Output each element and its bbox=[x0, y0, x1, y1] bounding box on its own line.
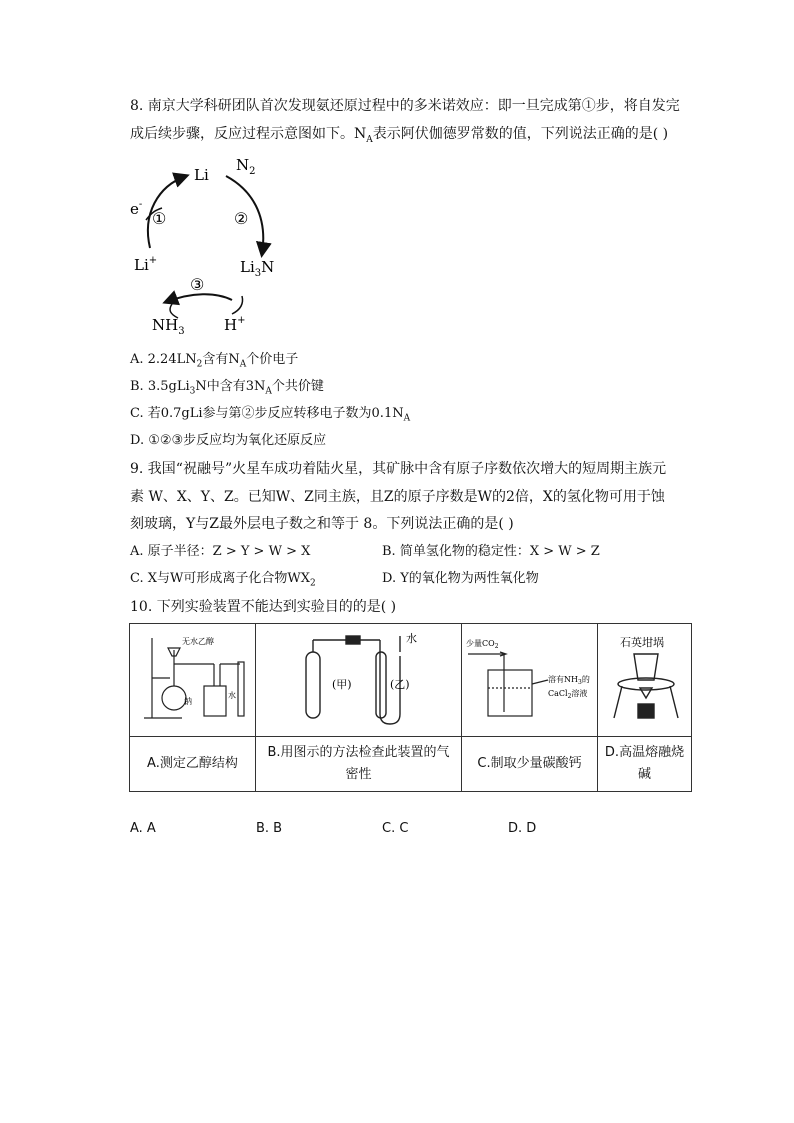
apparatus-d-label: 石英坩埚 bbox=[619, 636, 664, 649]
label-li: Li bbox=[194, 166, 209, 184]
apparatus-a-label-water: 水 bbox=[228, 691, 237, 700]
apparatus-c-image bbox=[464, 628, 596, 728]
q10-option-b: B. B bbox=[256, 821, 283, 836]
label-li-ion: Li+ bbox=[134, 255, 158, 274]
q10-option-c: C. C bbox=[382, 821, 409, 836]
q10-stem: 10. 下列实验装置不能达到实验目的的是( ) bbox=[130, 599, 397, 615]
reaction-cycle-diagram bbox=[128, 152, 288, 342]
q8-option-b: B. 3.5gLi$_3$N中含有$3N_A$个共价键 bbox=[130, 379, 324, 397]
q10-option-d: D. D bbox=[508, 821, 537, 836]
q8-option-a: A. $2.24LN_2$含有$N_A$个价电子 bbox=[130, 352, 299, 370]
label-electron: e- bbox=[130, 199, 143, 218]
apparatus-d-image bbox=[600, 626, 690, 730]
apparatus-a-caption: A.测定乙醇结构 bbox=[130, 737, 256, 792]
apparatus-a-image bbox=[132, 628, 252, 728]
apparatus-b-caption: B.用图示的方法检查此装置的气 密性 bbox=[255, 737, 461, 792]
apparatus-b-cell bbox=[255, 624, 461, 737]
apparatus-c-label-co2: 少量$CO_2$ bbox=[465, 639, 499, 650]
apparatus-a-label-ethanol: 无水乙醇 bbox=[182, 637, 215, 646]
apparatus-table bbox=[129, 623, 692, 792]
q9-option-c: C. X与W可形成离子化合物$WX_2$ bbox=[130, 571, 316, 589]
apparatus-c-label-cacl2: CaCl$_2$溶液 bbox=[547, 689, 587, 700]
label-step2: ② bbox=[234, 209, 249, 228]
q8-stem-line1: 8. 南京大学科研团队首次发现氨还原过程中的多米诺效应：即一旦完成第①步，将自发完 bbox=[130, 98, 680, 114]
apparatus-d-cell bbox=[598, 624, 692, 737]
apparatus-b-image bbox=[288, 626, 428, 730]
q9-option-d: D. Y的氧化物为两性氧化物 bbox=[382, 571, 539, 586]
apparatus-c-cell bbox=[462, 624, 598, 737]
q9-stem-line2: 素 W、X、Y、Z。已知W、Z同主族，且Z的原子序数是W的2倍，X的氢化物可用于蚀 bbox=[130, 489, 665, 505]
q9-stem-line1: 9. 我国“祝融号”火星车成功着陆火星，其矿脉中含有原子序数依次增大的短周期主族元 bbox=[130, 461, 667, 477]
label-step1: ① bbox=[152, 209, 167, 228]
apparatus-a-label-sodium: 钠 bbox=[184, 697, 193, 706]
apparatus-c-label-nh3: 溶有$NH_3$的 bbox=[547, 675, 590, 686]
q8-stem-line2: 成后续步骤，反应过程示意图如下。$N_A$表示阿伏伽德罗常数的值，下列说法正确的是( ) bbox=[130, 126, 669, 145]
label-h-ion: H+ bbox=[224, 315, 246, 334]
q9-option-a: A. 原子半径：Z > Y > W > X bbox=[130, 544, 311, 559]
apparatus-b-label-jia: (甲) bbox=[332, 678, 353, 691]
q10-option-a: A. A bbox=[130, 821, 156, 836]
apparatus-c-caption: C.制取少量碳酸钙 bbox=[462, 737, 598, 792]
label-li3n: $Li_3N$ bbox=[240, 258, 275, 279]
q8-option-d: D. ①②③步反应均为氧化还原反应 bbox=[130, 433, 327, 448]
proton-input-line bbox=[232, 296, 243, 314]
arrow-step3 bbox=[166, 294, 232, 302]
apparatus-b-label-water: 水 bbox=[406, 632, 418, 645]
label-nh3: $NH_3$ bbox=[152, 316, 185, 337]
q9-option-b: B. 简单氢化物的稳定性：X > W > Z bbox=[382, 544, 600, 559]
label-step3: ③ bbox=[190, 275, 205, 294]
apparatus-a-cell bbox=[130, 624, 256, 737]
q8-option-c: C. 若0.7gLi参与第②步反应转移电子数为$0.1N_A$ bbox=[130, 406, 411, 424]
label-n2: $N_2$ bbox=[236, 156, 256, 177]
q9-stem-line3: 刻玻璃，Y与Z最外层电子数之和等于 8。下列说法正确的是( ) bbox=[130, 516, 514, 532]
apparatus-b-label-yi: (乙) bbox=[390, 678, 411, 691]
apparatus-d-caption: D.高温熔融烧 碱 bbox=[598, 737, 692, 792]
